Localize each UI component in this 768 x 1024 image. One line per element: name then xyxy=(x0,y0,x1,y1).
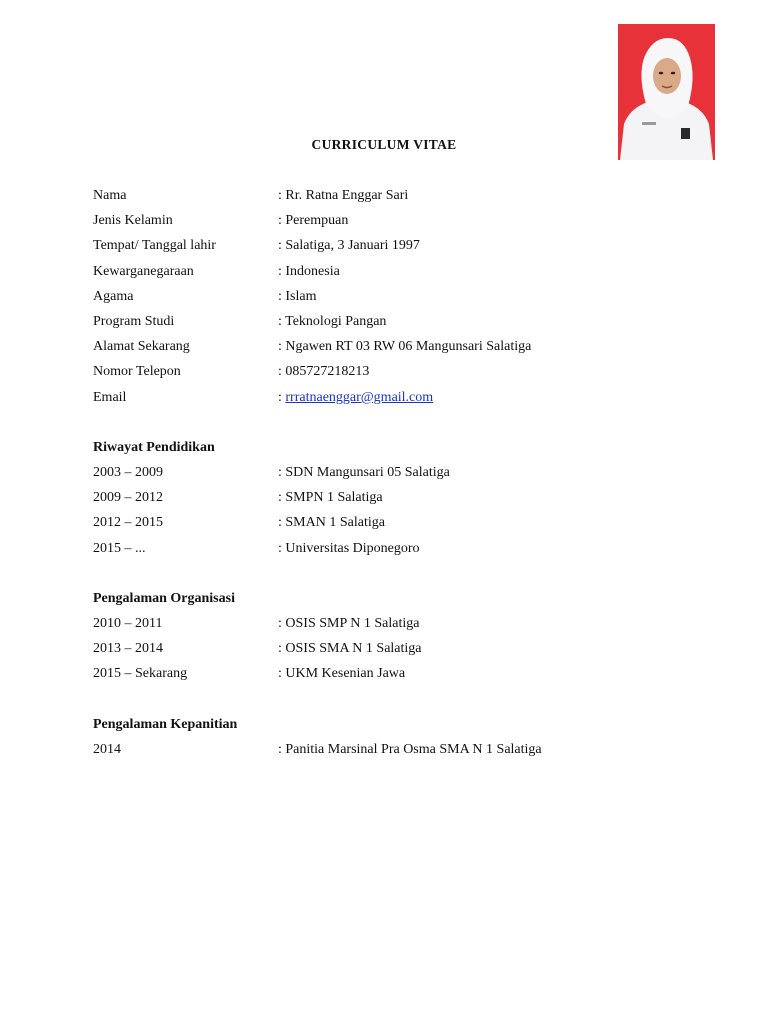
personal-row-label: Kewarganegaraan xyxy=(93,263,194,279)
organization-row-label: 2010 – 2011 xyxy=(93,616,163,631)
organization-row-value: : UKM Kesenian Jawa xyxy=(278,666,406,682)
cv-title: CURRICULUM VITAE xyxy=(311,137,457,152)
email-value-wrap xyxy=(278,388,433,408)
education-row-value: : Universitas Diponegoro xyxy=(278,540,420,556)
personal-row-label: Alamat Sekarang xyxy=(93,339,190,355)
organization-row-value: : OSIS SMA N 1 Salatiga xyxy=(278,641,422,657)
personal-row-label: Nama xyxy=(93,188,127,203)
education-heading: Riwayat Pendidikan xyxy=(93,440,215,455)
education-row-label: 2009 – 2012 xyxy=(93,490,163,506)
personal-row-value: : Rr. Ratna Enggar Sari xyxy=(278,188,409,203)
education-row-value: : SDN Mangunsari 05 Salatiga xyxy=(278,465,450,480)
committee-row-label: 2014 xyxy=(93,742,121,757)
personal-row-value: : Islam xyxy=(278,288,317,304)
personal-row-value: : Indonesia xyxy=(278,263,340,279)
organization-row-label: 2015 – Sekarang xyxy=(93,666,188,682)
personal-row-value: : Teknologi Pangan xyxy=(278,314,387,329)
email-link[interactable]: rrratnaenggar@gmail.com xyxy=(285,389,434,405)
organization-heading: Pengalaman Organisasi xyxy=(93,591,235,606)
organization-row-label: 2013 – 2014 xyxy=(93,641,163,657)
personal-row-value: : 085727218213 xyxy=(278,364,370,380)
education-row-value: : SMPN 1 Salatiga xyxy=(278,490,383,506)
email-separator: : xyxy=(278,389,286,405)
personal-row-label: Nomor Telepon xyxy=(93,364,181,380)
personal-row-value: : Perempuan xyxy=(278,213,349,229)
email-label: Email xyxy=(93,389,127,405)
personal-row-label: Program Studi xyxy=(93,314,175,329)
personal-row-value: : Salatiga, 3 Januari 1997 xyxy=(278,238,420,254)
personal-row-label: Jenis Kelamin xyxy=(93,213,173,229)
education-row-label: 2015 – ... xyxy=(93,540,146,556)
education-row-value: : SMAN 1 Salatiga xyxy=(278,515,385,531)
education-row-label: 2003 – 2009 xyxy=(93,465,163,480)
organization-row-value: : OSIS SMP N 1 Salatiga xyxy=(278,616,420,631)
personal-row-value: : Ngawen RT 03 RW 06 Mangunsari Salatiga xyxy=(278,339,532,355)
committee-row-value: : Panitia Marsinal Pra Osma SMA N 1 Salatiga xyxy=(278,742,542,757)
personal-row-label: Agama xyxy=(93,288,134,304)
personal-row-label: Tempat/ Tanggal lahir xyxy=(93,238,216,254)
committee-heading: Pengalaman Kepanitian xyxy=(93,717,238,732)
education-row-label: 2012 – 2015 xyxy=(93,515,163,531)
